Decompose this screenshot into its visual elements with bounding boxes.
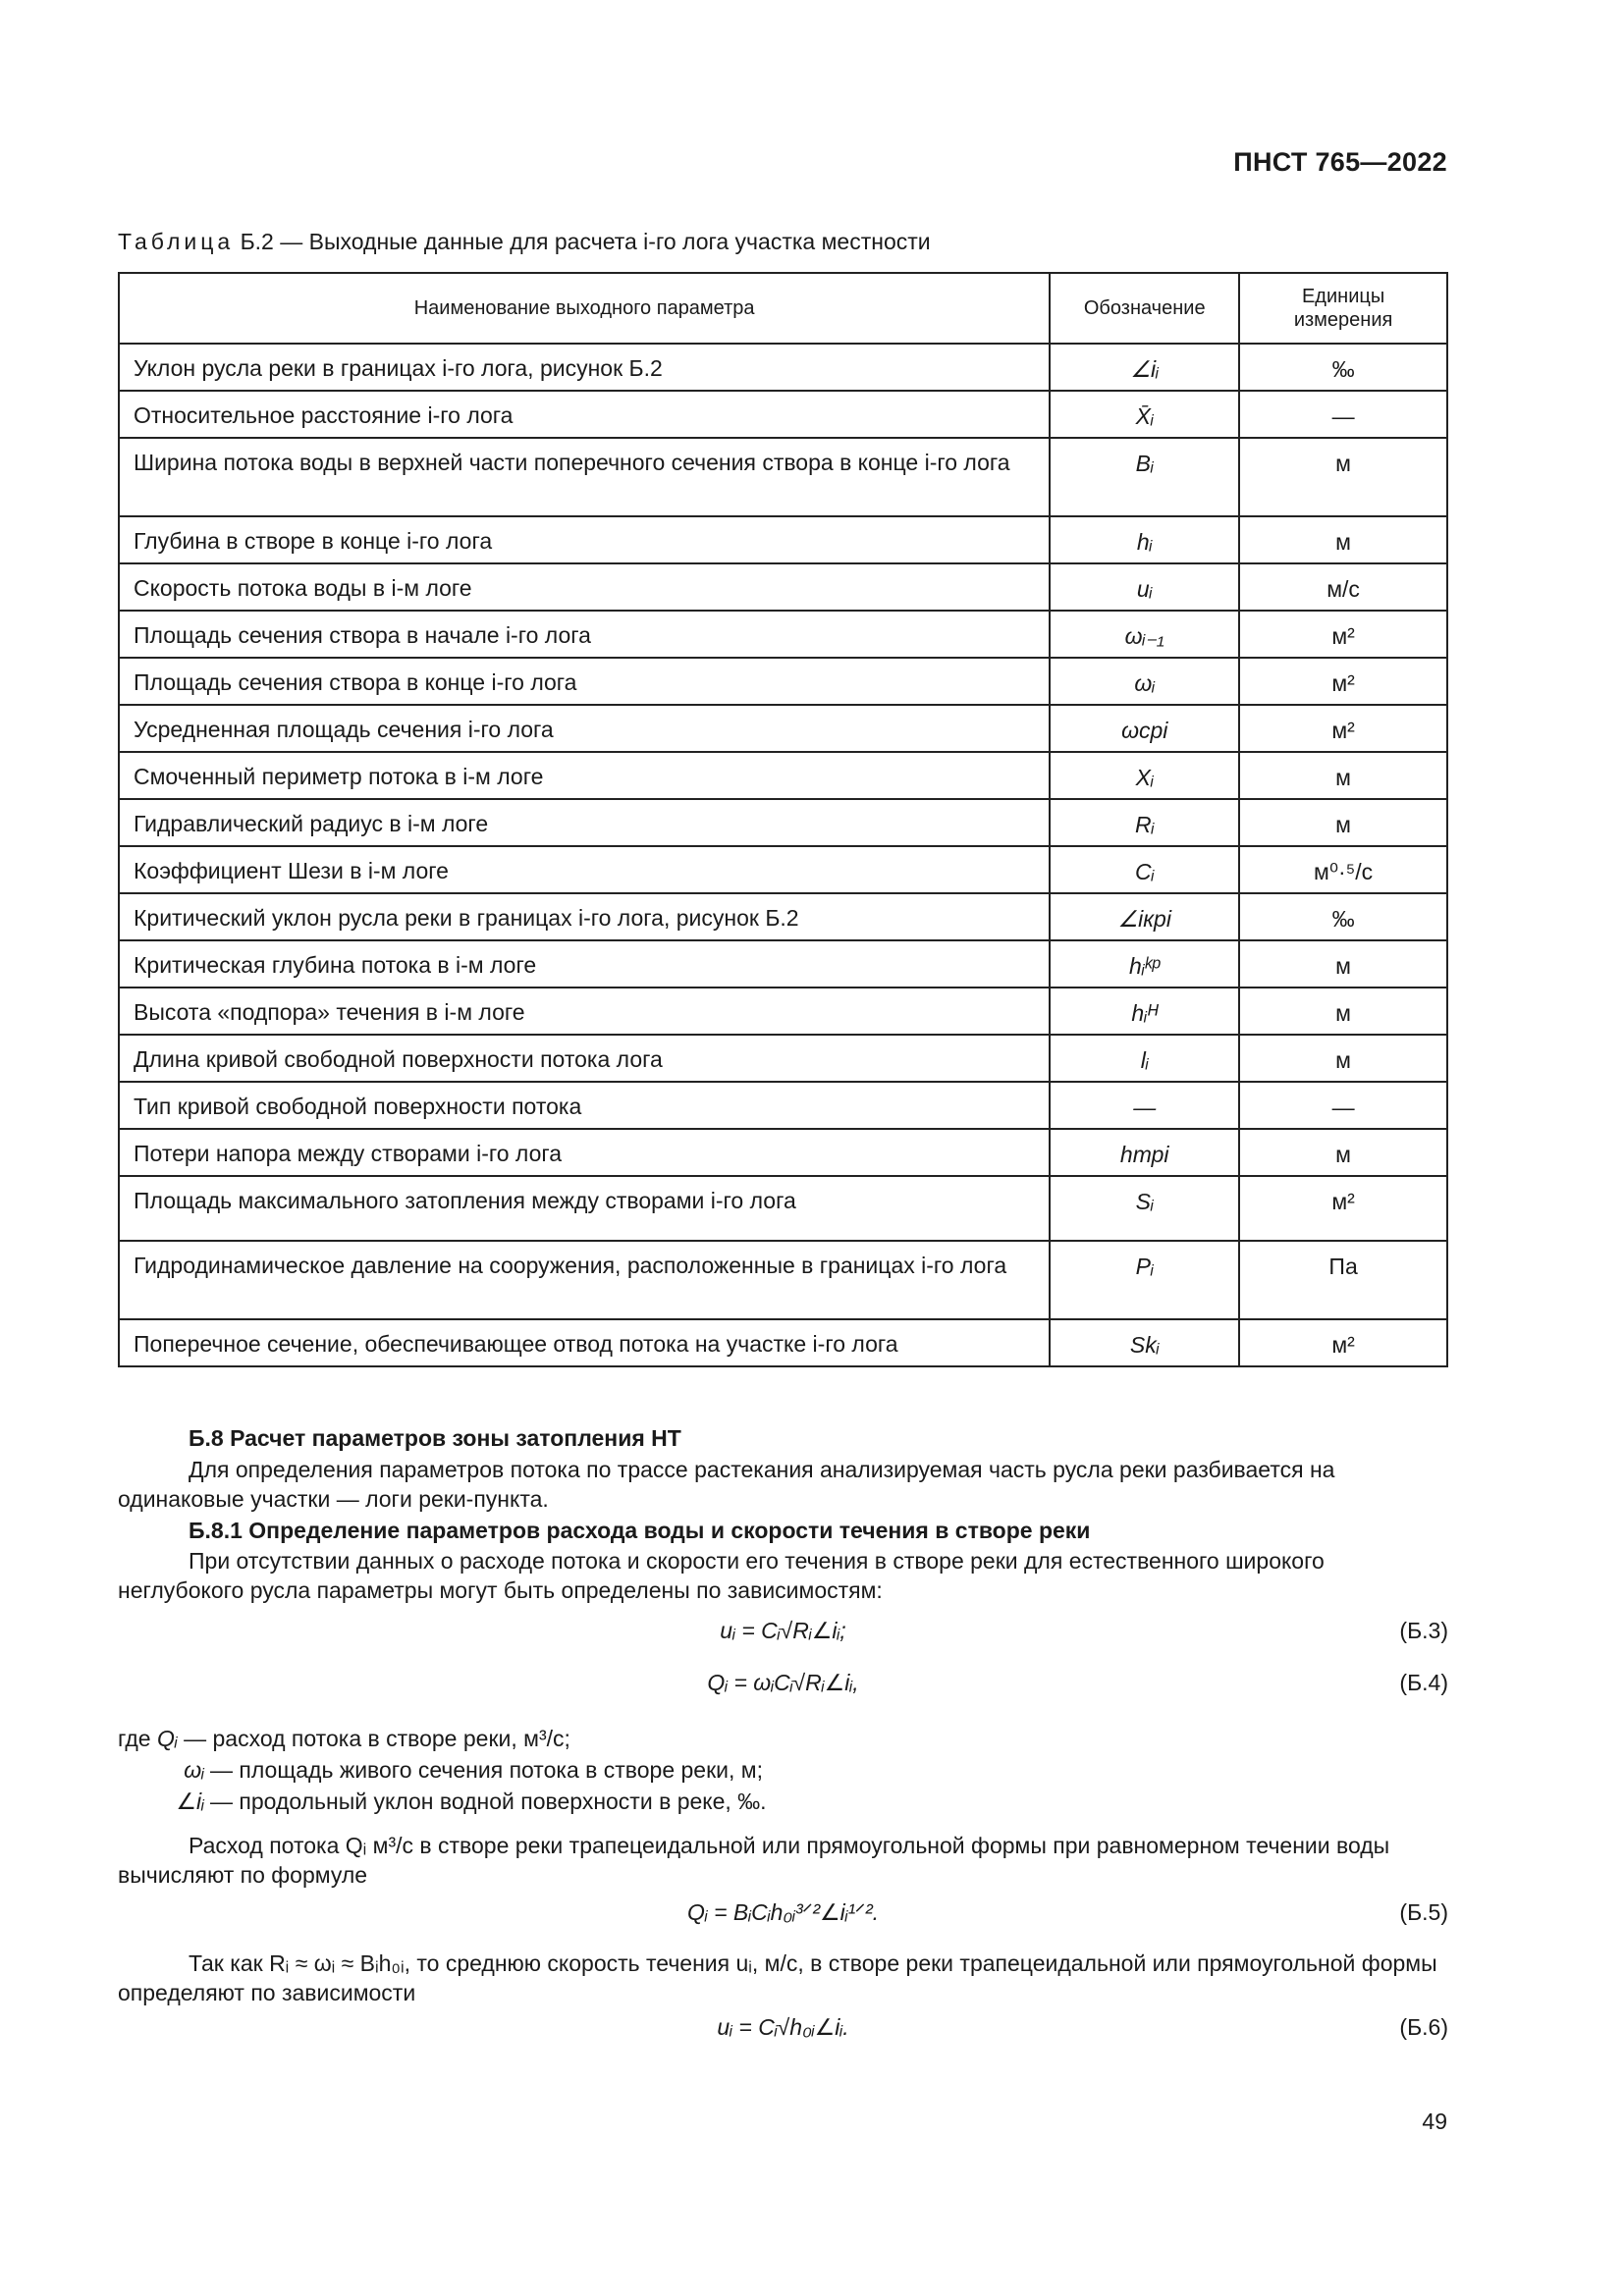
table-row — [119, 1319, 1447, 1366]
where-symbol: Qᵢ — [156, 1726, 178, 1751]
param-unit: ‰ — [1239, 344, 1447, 391]
param-unit: м — [1239, 752, 1447, 799]
paragraph: Так как Rᵢ ≈ ωᵢ ≈ Bᵢh₀ᵢ, то среднюю скорость течения uᵢ, м/с, в створе реки трапецеидальной или прямоугольной формы определяют по зависимости — [118, 1950, 1437, 2005]
param-unit: м/с — [1239, 563, 1447, 611]
param-unit: м — [1239, 940, 1447, 988]
param-symbol: Sᵢ — [1050, 1176, 1239, 1241]
column-header-unit: Единицы измерения — [1239, 273, 1447, 344]
table-header-row — [119, 273, 1447, 344]
table-row — [119, 752, 1447, 799]
column-header-symbol: Обозначение — [1050, 273, 1239, 344]
param-symbol: ωᵢ — [1050, 658, 1239, 705]
table-caption-label: Таблица — [118, 229, 235, 254]
table-row — [119, 391, 1447, 438]
param-symbol: hтрi — [1050, 1129, 1239, 1176]
param-name: Площадь максимального затопления между створами i-го лога — [119, 1176, 1050, 1241]
param-symbol: ωᵢ₋₁ — [1050, 611, 1239, 658]
table-row — [119, 705, 1447, 752]
table-row — [119, 658, 1447, 705]
param-name: Поперечное сечение, обеспечивающее отвод потока на участке i-го лога — [119, 1319, 1050, 1366]
param-unit: — — [1239, 391, 1447, 438]
table-row — [119, 893, 1447, 940]
table-row — [119, 1176, 1447, 1241]
where-item — [118, 1786, 767, 1817]
param-name: Смоченный периметр потока в i-м логе — [119, 752, 1050, 799]
param-name: Высота «подпора» течения в i-м логе — [119, 988, 1050, 1035]
param-name: Скорость потока воды в i-м логе — [119, 563, 1050, 611]
param-name: Глубина в створе в конце i-го лога — [119, 516, 1050, 563]
param-name: Уклон русла реки в границах i-го лога, рисунок Б.2 — [119, 344, 1050, 391]
param-name: Гидродинамическое давление на сооружения, расположенные в границах i-го лога — [119, 1241, 1050, 1319]
paragraph: Расход потока Qᵢ м³/с в створе реки трапецеидальной или прямоугольной формы при равномерном течении воды вычисляют по формуле — [118, 1833, 1390, 1888]
where-prefix: где — [118, 1726, 151, 1751]
table-row — [119, 516, 1447, 563]
table-row — [119, 344, 1447, 391]
param-unit: м — [1239, 988, 1447, 1035]
formula-number: (Б.4) — [1399, 1670, 1448, 1695]
formula-b4 — [118, 1670, 1448, 1705]
where-item — [118, 1754, 767, 1786]
formula-b6 — [118, 2014, 1448, 2050]
output-parameters-table — [118, 272, 1448, 1367]
param-unit: Па — [1239, 1241, 1447, 1319]
param-symbol: uᵢ — [1050, 563, 1239, 611]
param-symbol: Cᵢ — [1050, 846, 1239, 893]
param-name: Гидравлический радиус в i-м логе — [119, 799, 1050, 846]
table-row — [119, 611, 1447, 658]
formula-expression: Qᵢ = ωᵢCᵢ√Rᵢ∠iᵢ, — [707, 1670, 859, 1695]
subsection-heading: Б.8.1 Определение параметров расхода воды и скорости течения в створе реки — [189, 1518, 1091, 1543]
param-symbol: ∠iᵢ — [1050, 344, 1239, 391]
param-name: Потери напора между створами i-го лога — [119, 1129, 1050, 1176]
section-heading: Б.8 Расчет параметров зоны затопления НТ — [189, 1425, 681, 1451]
param-unit: м⁰·⁵/с — [1239, 846, 1447, 893]
paragraph: Для определения параметров потока по трассе растекания анализируемая часть русла реки разбивается на одинаковые участки — логи реки-пункта. — [118, 1457, 1335, 1512]
document-code: ПНСТ 765—2022 — [1233, 147, 1447, 177]
param-unit: м — [1239, 1035, 1447, 1082]
formula-expression: Qᵢ = BᵢCᵢh₀ᵢ³ᐟ²∠iᵢ¹ᐟ². — [686, 1899, 880, 1925]
param-unit: м² — [1239, 658, 1447, 705]
param-unit: м — [1239, 799, 1447, 846]
param-name: Ширина потока воды в верхней части поперечного сечения створа в конце i-го лога — [119, 438, 1050, 516]
where-text: — продольный уклон водной поверхности в реке, ‰. — [210, 1789, 767, 1814]
table-row — [119, 1035, 1447, 1082]
param-unit: м² — [1239, 705, 1447, 752]
param-symbol: Bᵢ — [1050, 438, 1239, 516]
param-name: Критический уклон русла реки в границах i-го лога, рисунок Б.2 — [119, 893, 1050, 940]
param-symbol: — — [1050, 1082, 1239, 1129]
param-symbol: Pᵢ — [1050, 1241, 1239, 1319]
param-symbol: Rᵢ — [1050, 799, 1239, 846]
param-name: Тип кривой свободной поверхности потока — [119, 1082, 1050, 1129]
param-symbol: ωсрi — [1050, 705, 1239, 752]
column-header-name: Наименование выходного параметра — [119, 273, 1050, 344]
param-unit: м — [1239, 438, 1447, 516]
param-name: Критическая глубина потока в i-м логе — [119, 940, 1050, 988]
table-row — [119, 799, 1447, 846]
param-name: Площадь сечения створа в начале i-го лога — [119, 611, 1050, 658]
table-row — [119, 1129, 1447, 1176]
formula-expression: uᵢ = Cᵢ√h₀ᵢ∠iᵢ. — [717, 2014, 849, 2040]
param-unit: м — [1239, 516, 1447, 563]
table-row — [119, 1241, 1447, 1319]
param-symbol: Xᵢ — [1050, 752, 1239, 799]
table-row — [119, 563, 1447, 611]
param-unit: м² — [1239, 1319, 1447, 1366]
param-symbol: hᵢᴴ — [1050, 988, 1239, 1035]
paragraph: При отсутствии данных о расходе потока и скорости его течения в створе реки для естественного широкого неглубокого русла параметры могут быть определены по зависимостям: — [118, 1548, 1325, 1603]
param-name: Усредненная площадь сечения i-го лога — [119, 705, 1050, 752]
where-symbol: ∠iᵢ — [176, 1789, 204, 1814]
where-text: — площадь живого сечения потока в створе реки, м; — [210, 1757, 763, 1783]
table-row — [119, 940, 1447, 988]
table-row — [119, 988, 1447, 1035]
where-symbol: ωᵢ — [184, 1757, 204, 1783]
formula-expression: uᵢ = Cᵢ√Rᵢ∠iᵢ; — [720, 1618, 846, 1643]
table-row — [119, 1082, 1447, 1129]
formula-number: (Б.6) — [1399, 2014, 1448, 2040]
param-unit: м² — [1239, 611, 1447, 658]
where-text: — расход потока в створе реки, м³/с; — [184, 1726, 570, 1751]
param-unit: м — [1239, 1129, 1447, 1176]
table-row — [119, 846, 1447, 893]
page-number: 49 — [1422, 2109, 1447, 2134]
table-caption-text: Б.2 — Выходные данные для расчета i-го лога участка местности — [240, 229, 931, 254]
where-item — [118, 1723, 767, 1754]
table-row — [119, 438, 1447, 516]
param-name: Коэффициент Шези в i-м логе — [119, 846, 1050, 893]
param-symbol: hᵢᵏᵖ — [1050, 940, 1239, 988]
param-symbol: ∠iкрi — [1050, 893, 1239, 940]
param-symbol: lᵢ — [1050, 1035, 1239, 1082]
formula-b5 — [118, 1899, 1448, 1935]
formula-number: (Б.5) — [1399, 1899, 1448, 1925]
param-symbol: X̄ᵢ — [1050, 391, 1239, 438]
param-symbol: Skᵢ — [1050, 1319, 1239, 1366]
table-caption — [118, 229, 931, 255]
param-unit: ‰ — [1239, 893, 1447, 940]
formula-number: (Б.3) — [1399, 1618, 1448, 1643]
param-name: Относительное расстояние i-го лога — [119, 391, 1050, 438]
formula-b3 — [118, 1618, 1448, 1653]
param-name: Длина кривой свободной поверхности потока лога — [119, 1035, 1050, 1082]
param-unit: м² — [1239, 1176, 1447, 1241]
param-symbol: hᵢ — [1050, 516, 1239, 563]
param-name: Площадь сечения створа в конце i-го лога — [119, 658, 1050, 705]
param-unit: — — [1239, 1082, 1447, 1129]
where-list — [118, 1723, 767, 1817]
